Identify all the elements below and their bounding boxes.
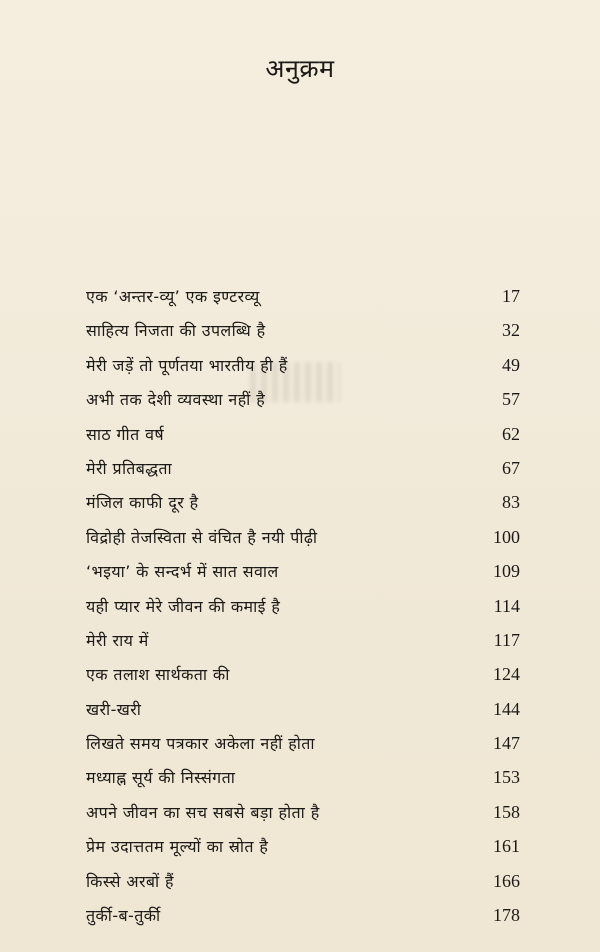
toc-entry — [86, 554, 520, 588]
toc-entry-page-number: 114 — [493, 595, 520, 616]
toc-entry-page-number: 124 — [493, 664, 520, 685]
toc-entry-title: लिखते समय पत्रकार अकेला नहीं होता — [86, 734, 315, 754]
toc-entry-title: मेरी जड़ें तो पूर्णतया भारतीय ही हैं — [86, 355, 288, 375]
toc-entry-page-number: 178 — [493, 905, 520, 926]
toc-entry — [86, 829, 520, 863]
toc-entry-title: किस्से अरबों हैं — [86, 871, 174, 891]
toc-entry — [86, 589, 520, 623]
toc-entry-title: तुर्की-ब-तुर्की — [86, 906, 161, 926]
toc-entry-title: ‘भइया’ के सन्दर्भ में सात सवाल — [86, 562, 279, 582]
toc-entry-page-number: 67 — [502, 457, 520, 478]
toc-entry-page-number: 117 — [493, 629, 520, 650]
toc-entry-page-number: 147 — [493, 733, 520, 754]
page-title: अनुक्रम — [265, 54, 335, 83]
toc-entry — [86, 864, 520, 898]
toc-entry-title: यही प्यार मेरे जीवन की कमाई है — [86, 596, 281, 616]
toc-entry — [86, 898, 520, 932]
toc-entry-page-number: 57 — [502, 389, 520, 410]
toc-entry — [86, 348, 520, 382]
toc-entry-title: विद्रोही तेजस्विता से वंचित है नयी पीढ़ी — [86, 527, 318, 547]
toc-entry-page-number: 158 — [493, 801, 520, 822]
toc-entry — [86, 279, 520, 313]
toc-entry — [86, 657, 520, 691]
toc-entry-page-number: 153 — [493, 767, 520, 788]
toc-entry-page-number: 161 — [493, 836, 520, 857]
toc-entry — [86, 485, 520, 519]
toc-entry — [86, 795, 520, 829]
toc-entry-page-number: 83 — [502, 492, 520, 513]
toc-entry — [86, 692, 520, 726]
toc-entry-page-number: 62 — [502, 423, 520, 444]
toc-entry — [86, 623, 520, 657]
toc-entry-title: एक तलाश सार्थकता की — [86, 665, 230, 685]
toc-entry-title: अभी तक देशी व्यवस्था नहीं है — [86, 390, 266, 410]
toc-entry-title: प्रेम उदात्ततम मूल्यों का स्रोत है — [86, 837, 269, 857]
toc-entry — [86, 417, 520, 451]
toc-entry-page-number: 100 — [493, 526, 520, 547]
toc-entry-page-number: 166 — [493, 870, 520, 891]
table-of-contents — [86, 279, 520, 932]
toc-entry — [86, 451, 520, 485]
toc-entry-title: साठ गीत वर्ष — [86, 424, 165, 444]
toc-entry — [86, 726, 520, 760]
toc-entry — [86, 520, 520, 554]
toc-entry-title: मेरी राय में — [86, 630, 149, 650]
toc-entry-title: साहित्य निजता की उपलब्धि है — [86, 321, 266, 341]
toc-entry-title: एक ‘अन्तर-व्यू’ एक इण्टरव्यू — [86, 287, 260, 306]
toc-entry-title: मध्याह्न सूर्य की निस्संगता — [86, 768, 236, 788]
toc-entry-page-number: 109 — [493, 561, 520, 582]
toc-entry-page-number: 49 — [502, 354, 520, 375]
toc-entry — [86, 382, 520, 416]
toc-entry — [86, 313, 520, 347]
toc-entry-title: मंजिल काफी दूर है — [86, 493, 199, 513]
toc-entry-page-number: 32 — [502, 320, 520, 341]
toc-entry-title: अपने जीवन का सच सबसे बड़ा होता है — [86, 802, 320, 822]
toc-entry — [86, 760, 520, 794]
toc-entry-page-number: 17 — [502, 286, 520, 306]
toc-entry-title: खरी-खरी — [86, 699, 142, 719]
toc-entry-title: मेरी प्रतिबद्धता — [86, 458, 173, 478]
toc-entry-page-number: 144 — [493, 698, 520, 719]
